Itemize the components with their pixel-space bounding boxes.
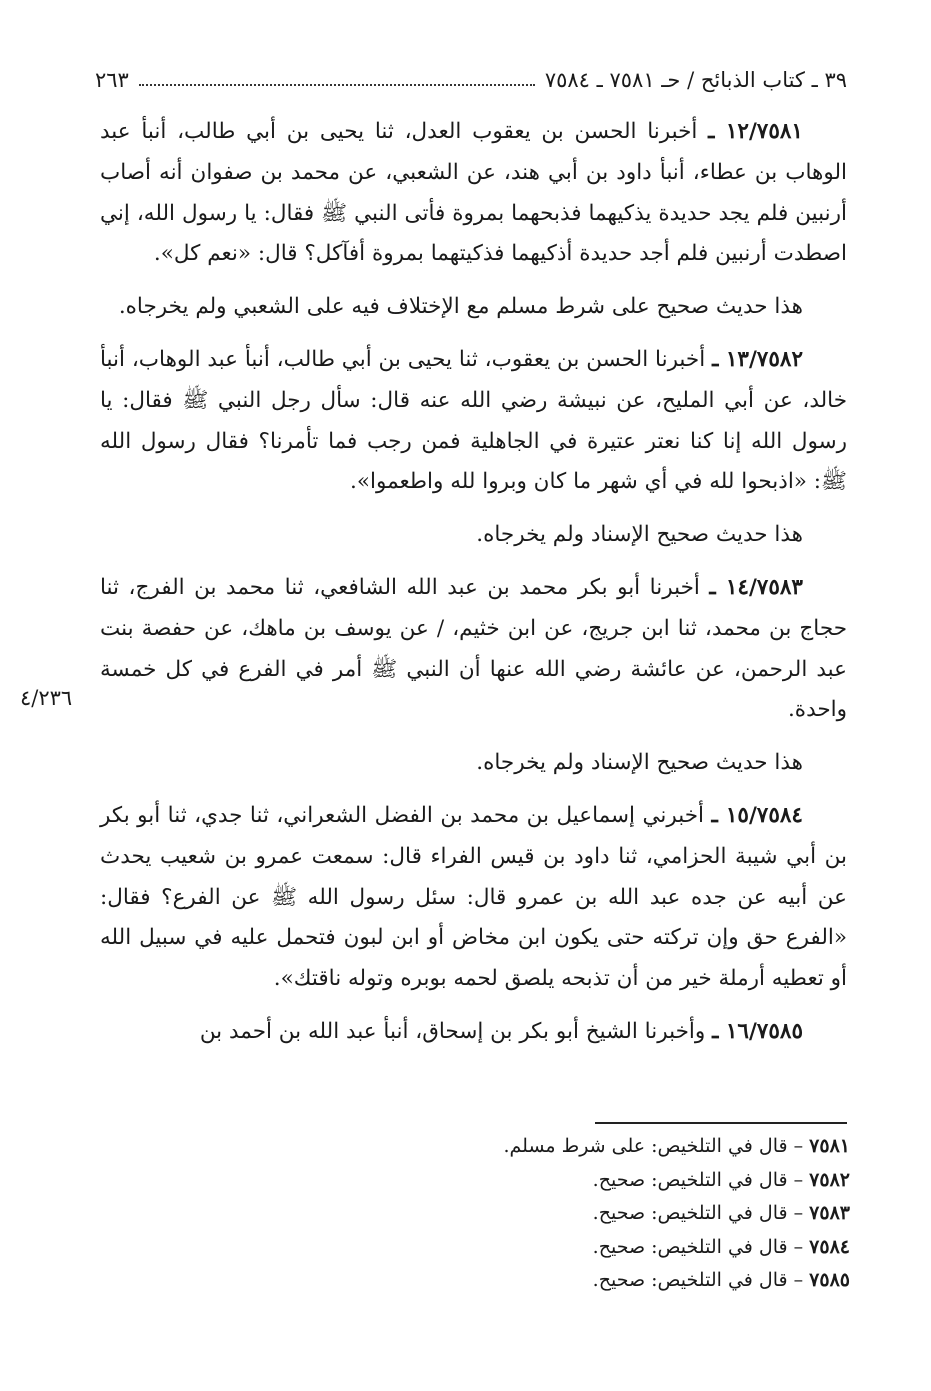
footnote-number: ٧٥٨٥ xyxy=(809,1269,850,1291)
grading-text: هذا حديث صحيح الإسناد ولم يخرجاه. xyxy=(476,522,803,548)
footnote-text: – قال في التلخيص: على شرط مسلم. xyxy=(503,1135,804,1157)
footnote xyxy=(300,1130,850,1164)
footnote-number: ٧٥٨١ xyxy=(809,1135,850,1157)
hadith-text: وأخبرنا الشيخ أبو بكر بن إسحاق، أنبأ عبد الله بن أحمد بن xyxy=(199,1018,706,1044)
margin-volume-reference: ٤/٢٣٦ xyxy=(20,686,73,710)
footnote xyxy=(300,1231,850,1265)
hadith-text: أخبرنا الحسن بن يعقوب العدل، ثنا يحيى بن أبي طالب، أنبأ عبد الوهاب بن عطاء، أنبأ داود بن أبي هند، عن الشعبي، عن محمد بن صفوان أنه أصاب أرنبين فلم يجد حديدة يذكيهما فذبحهما بمروة فأتى النبي ﷺ فقال: يا رسول الله، إني اصطدت أرنبين فلم أجد حديدة أذكيهما فذكيتهما بمروة أفآكل؟ قال: «نعم كل». xyxy=(100,119,847,267)
footnote-number: ٧٥٨٣ xyxy=(809,1202,850,1224)
hadith-text: أخبرنا أبو بكر محمد بن عبد الله الشافعي، ثنا محمد بن الفرج، ثنا حجاج بن محمد، ثنا ابن جريج، عن ابن خثيم، / عن يوسف بن ماهك، عن حفصة بنت عبد الرحمن، عن عائشة رضي الله عنها أن النبي ﷺ أمر في الفرع في كل خمسة واحدة. xyxy=(100,574,847,723)
footnote xyxy=(300,1264,850,1298)
hadith-number: ١٥/٧٥٨٤ ـ xyxy=(711,802,803,828)
header-title: ٣٩ ـ كتاب الذبائح / حـ ٧٥٨١ ـ ٧٥٨٤ xyxy=(544,68,847,92)
grading-text: هذا حديث صحيح على شرط مسلم مع الإختلاف فيه على الشعبي ولم يخرجاه. xyxy=(118,294,803,320)
footnote-separator xyxy=(595,1122,847,1124)
footnote xyxy=(300,1197,850,1231)
hadith-text: أخبرنا الحسن بن يعقوب، ثنا يحيى بن أبي طالب، أنبأ عبد الوهاب، أنبأ خالد، عن أبي المليح، عن نبيشة رضي الله عنه قال: سأل رجل النبي ﷺ فقال: يا رسول الله إنا كنا نعتر عتيرة في الجاهلية فمن رجب فما تأمرنا؟ فقال رسول الله ﷺ: «اذبحوا لله في أي شهر ما كان وبروا لله واطعموا». xyxy=(100,346,847,495)
hadith-number: ١٦/٧٥٨٥ ـ xyxy=(712,1018,803,1044)
running-header xyxy=(95,56,847,92)
hadith-number: ١٤/٧٥٨٣ ـ xyxy=(709,574,803,600)
footnote xyxy=(300,1164,850,1198)
hadith-paragraph xyxy=(100,340,847,503)
hadith-text: أخبرني إسماعيل بن محمد بن الفضل الشعراني، ثنا جدي، ثنا أبو بكر بن أبي شيبة الحزامي، ثنا داود بن قيس الفراء قال: سمعت عمرو بن شعيب يحدث عن أبيه عن جده عبد الله بن عمرو قال: سئل رسول الله ﷺ عن الفرع؟ فقال: «الفرع حق وإن تركته حتى يكون ابن مخاض أو ابن لبون فتحمل عليه في سبيل الله أو تعطيه أرملة خير من أن تذبحه يلصق لحمه بوبره وتوله ناقتك». xyxy=(100,802,847,992)
hadith-paragraph xyxy=(100,1012,847,1053)
hadith-number: ١٣/٧٥٨٢ ـ xyxy=(712,346,803,372)
main-text xyxy=(100,112,847,1065)
footnote-number: ٧٥٨٤ xyxy=(809,1235,850,1258)
grading-paragraph xyxy=(100,515,847,556)
footnote-text: – قال في التلخيص: صحيح. xyxy=(592,1168,804,1191)
grading-paragraph xyxy=(100,287,847,328)
hadith-number: ١٢/٧٥٨١ ـ xyxy=(708,119,803,144)
grading-text: هذا حديث صحيح الإسناد ولم يخرجاه. xyxy=(476,750,803,776)
hadith-paragraph xyxy=(100,568,847,731)
footnote-text: – قال في التلخيص: صحيح. xyxy=(592,1269,804,1291)
footnote-number: ٧٥٨٢ xyxy=(809,1168,850,1191)
hadith-paragraph xyxy=(100,112,847,275)
page-number: ٢٦٣ xyxy=(95,68,129,92)
footnotes xyxy=(300,1130,850,1298)
footnote-text: – قال في التلخيص: صحيح. xyxy=(592,1235,804,1258)
grading-paragraph xyxy=(100,743,847,784)
hadith-paragraph xyxy=(100,796,847,1000)
footnote-text: – قال في التلخيص: صحيح. xyxy=(592,1202,804,1224)
header-dot-leader xyxy=(139,84,535,86)
